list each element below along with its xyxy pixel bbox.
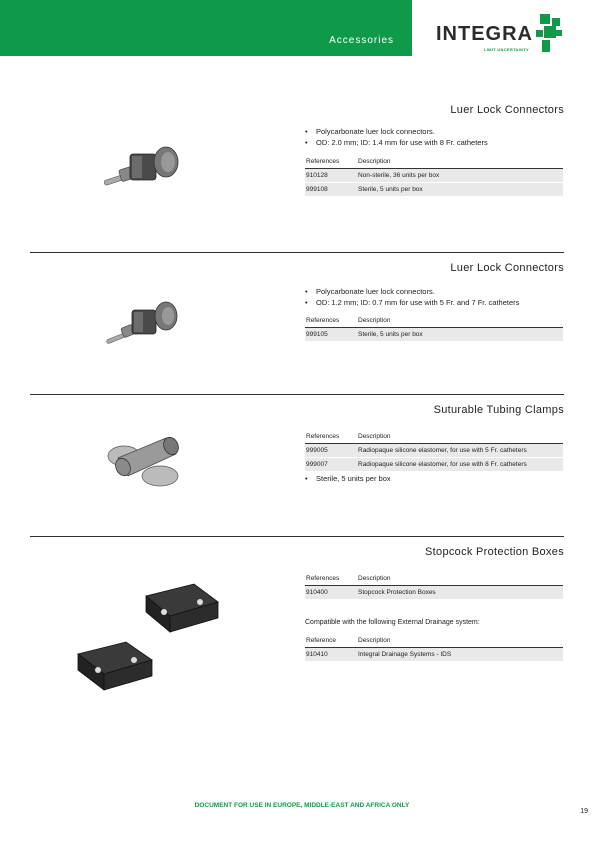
- table-row: [305, 458, 563, 472]
- column-header-references: References: [305, 314, 357, 328]
- section-divider: [30, 536, 564, 537]
- logo-wordmark: INTEGRA: [436, 23, 533, 45]
- stopcock-box-back: [146, 584, 218, 632]
- section-divider: [30, 394, 564, 395]
- column-header-references: References: [305, 572, 357, 586]
- integra-logo: [434, 14, 564, 58]
- header-label: Accessories: [329, 35, 394, 46]
- column-header-reference: Reference: [305, 634, 357, 648]
- section-title-luer-1: Luer Lock Connectors: [450, 104, 564, 116]
- column-header-description: Description: [357, 634, 563, 648]
- bullet-item: • Sterile, 5 units per box: [305, 473, 391, 484]
- reference-cell: 999108: [305, 183, 357, 197]
- reference-cell: 999105: [305, 328, 357, 342]
- stopcock-box-front: [78, 642, 152, 690]
- table-row: [305, 183, 563, 197]
- header-bar: [0, 0, 412, 56]
- column-header-references: References: [305, 155, 357, 169]
- section-title-tubing-clamps: Suturable Tubing Clamps: [433, 404, 564, 416]
- reference-cell: 910400: [305, 586, 357, 600]
- footer-disclaimer: DOCUMENT FOR USE IN EUROPE, MIDDLE-EAST AND AFRICA ONLY: [194, 802, 410, 809]
- bullet-item: • OD: 2.0 mm; ID: 1.4 mm for use with 8 Fr. catheters: [305, 137, 488, 148]
- description-cell: Sterile, 5 units per box: [357, 183, 563, 197]
- luer-lock-connector-small-image: [104, 296, 188, 352]
- description-cell: Radiopaque silicone elastomer, for use with 8 Fr. catheters: [357, 458, 563, 472]
- reference-cell: 999005: [305, 444, 357, 458]
- column-header-references: References: [305, 430, 357, 444]
- table-row: [305, 444, 563, 458]
- reference-cell: 910128: [305, 169, 357, 183]
- bullet-item: • Polycarbonate luer lock connectors.: [305, 126, 488, 137]
- column-header-description: Description: [357, 572, 563, 586]
- reference-table: [305, 155, 563, 197]
- section-title-stopcock-boxes: Stopcock Protection Boxes: [425, 546, 564, 558]
- bullet-list: [305, 286, 519, 308]
- tubing-clamp-image: [104, 428, 188, 492]
- logo-tagline: LIMIT UNCERTAINTY: [484, 47, 530, 52]
- reference-table: [305, 572, 563, 600]
- bullet-list: [305, 126, 488, 148]
- bullet-item: • OD: 1.2 mm; ID: 0.7 mm for use with 5 Fr. and 7 Fr. catheters: [305, 297, 519, 308]
- table-row: [305, 648, 563, 662]
- reference-cell: 910410: [305, 648, 357, 662]
- luer-lock-connector-image: [100, 140, 190, 198]
- column-header-description: Description: [357, 155, 563, 169]
- column-header-description: Description: [357, 314, 563, 328]
- bullet-item: • Polycarbonate luer lock connectors.: [305, 286, 519, 297]
- reference-table: [305, 430, 563, 472]
- page-number: 19: [580, 808, 588, 815]
- section-divider: [30, 252, 564, 253]
- table-row: [305, 328, 563, 342]
- stopcock-protection-boxes-image: [76, 576, 226, 694]
- description-cell: Sterile, 5 units per box: [357, 328, 563, 342]
- compatibility-table: [305, 634, 563, 662]
- reference-table: [305, 314, 563, 342]
- table-row: [305, 169, 563, 183]
- column-header-description: Description: [357, 430, 563, 444]
- logo-squares-icon: [532, 14, 566, 56]
- description-cell: Stopcock Protection Boxes: [357, 586, 563, 600]
- reference-cell: 999007: [305, 458, 357, 472]
- bullet-list: [305, 473, 391, 484]
- description-cell: Integral Drainage Systems - IDS: [357, 648, 563, 662]
- table-row: [305, 586, 563, 600]
- description-cell: Radiopaque silicone elastomer, for use with 5 Fr. catheters: [357, 444, 563, 458]
- compatibility-note: Compatible with the following External Drainage system:: [305, 619, 480, 626]
- section-title-luer-2: Luer Lock Connectors: [450, 262, 564, 274]
- description-cell: Non-sterile, 36 units per box: [357, 169, 563, 183]
